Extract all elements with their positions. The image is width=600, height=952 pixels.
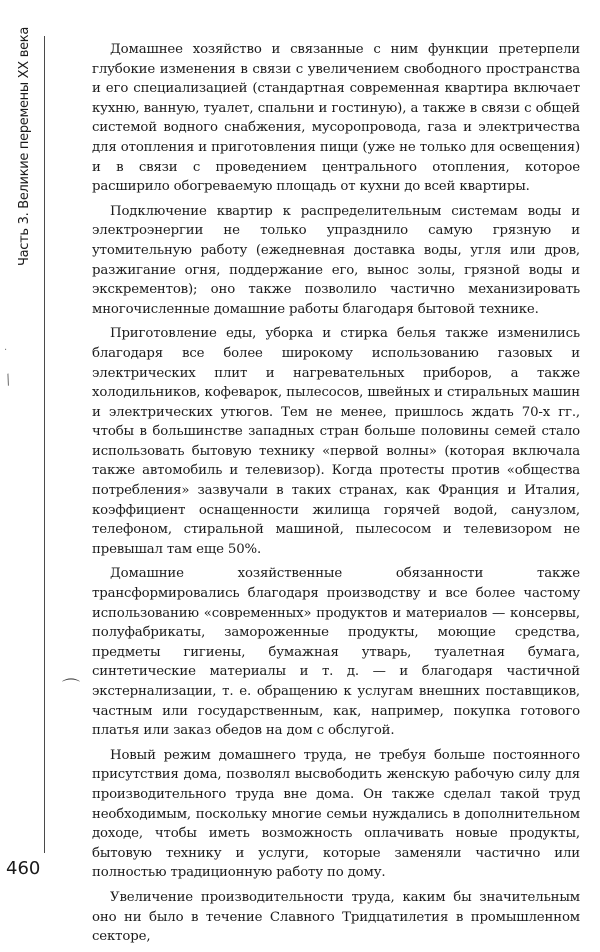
page-number: 460 xyxy=(6,858,41,879)
paragraph: Домашнее хозяйство и связанные с ним функции претерпели глубокие изменения в связи с увеличением свободного пространства и его специализацией (стандартная современная квартира включает кухню, ванную, туалет, спальни и гостиную), а также в связи с общей системой водного снабжения, мусоропровода, газа и электричества для отопления и приготовления пищи (уже не только для освещения) и в связи с проведением центрального отопления, которое расширило обогреваемую площадь от кухни до всей квартиры. xyxy=(92,42,580,195)
paragraph: Новый режим домашнего труда, не требуя больше постоянного присутствия дома, позволял высвободить женскую рабочую силу для производительного труда вне дома. Он также сделал такой труд необходимым, поскольку многие семьи нуждались в дополнительном доходе, чтобы иметь возможность оплачивать новые продукты, бытовую технику и услуги, которые заменяли частично или полностью традиционную работу по дому. xyxy=(92,747,580,881)
paragraph: Приготовление еды, уборка и стирка белья также изменились благодаря все более широкому использованию газовых и электрических плит и нагревательных приборов, а также холодильников, кофеварок, пылесосов, швейных и стиральных машин и электрических утюгов. Тем не менее, пришлось ждать 70-х гг., чтобы в большинстве западных стран больше половины семей стало использовать бытовую технику «первой волны» (которая включала также автомобиль и телевизор). Когда протесты против «общества потребления» зазвучали в таких странах, как Франция и Италия, коэффициент оснащенности жилища горячей водой, санузлом, телефоном, стиральной машиной, пылесосом и телевизором не превышал там еще 50%. xyxy=(92,326,580,557)
running-header: Часть 3. Великие перемены XX века xyxy=(17,26,32,266)
paragraph: Увеличение производительности труда, каким бы значительным оно ни было в течение Славного Тридцатилетия в промышленном секторе, xyxy=(92,889,580,945)
paragraph: Подключение квартир к распределительным системам воды и электроэнергии не только упразднило самую грязную и утомительную работу (ежедневная доставка воды, угля или дров, разжигание огня, поддержание его, вынос золы, грязной воды и экскрементов); оно также позволило частично механизировать многочисленные домашние работы благодаря бытовой технике. xyxy=(92,203,580,317)
main-text-column xyxy=(92,40,580,952)
margin-mark-dot: · xyxy=(4,345,8,356)
margin-mark-stroke: / xyxy=(3,371,14,389)
margin-mark-caret: ⌒ xyxy=(62,678,80,699)
margin-rule xyxy=(44,36,45,853)
paragraph: Домашние хозяйственные обязанности также трансформировались благодаря производству и все более частому использованию «современных» продуктов и материалов — консервы, полуфабрикаты, замороженные продукты, моющие средства, предметы гигиены, бумажная утварь, туалетная бумага, синтетические материалы и т. д. — и благодаря частичной экстернализации, т. е. обращению к услугам внешних поставщиков, частным или государственным, как, например, покупка готового платья или заказ обедов на дом с обслугой. xyxy=(92,566,580,739)
